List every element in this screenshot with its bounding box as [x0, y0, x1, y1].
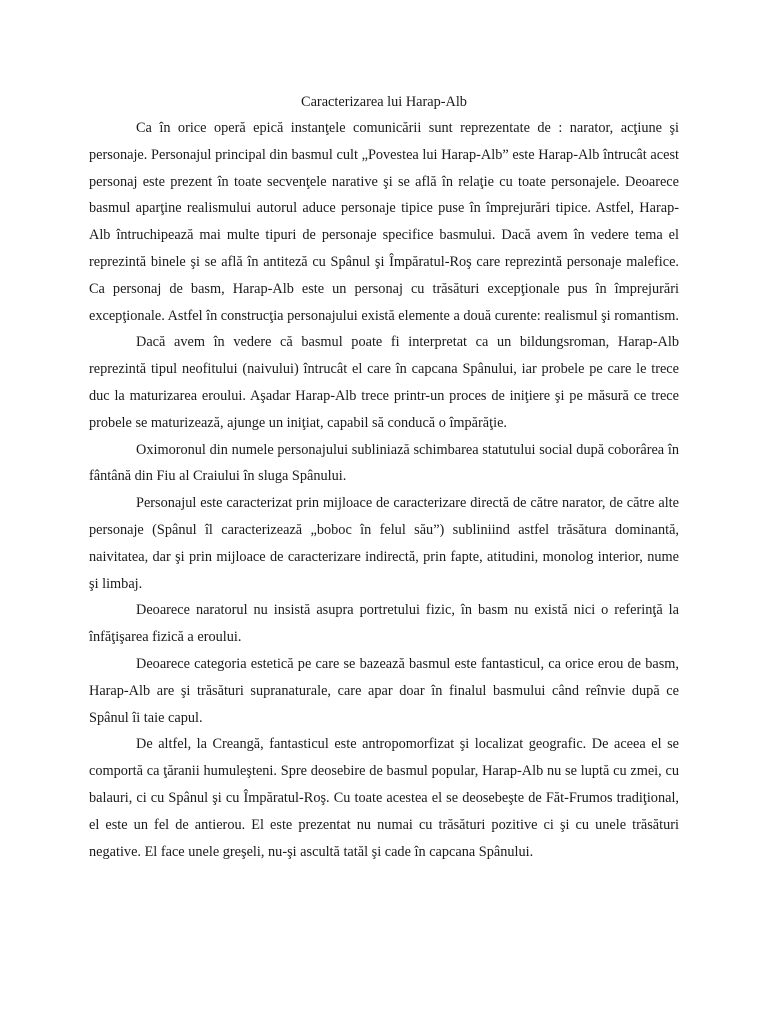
paragraph-intro: Ca în orice operă epică instanţele comunicării sunt reprezentate de : narator, acţiune şi personaje. Personajul principal din basmul cult „Povestea lui Harap-Alb” este Harap-Alb întrucât acest personaj este prezent în toate secvenţele narative şi se află în relaţie cu toate personajele. Deoarece basmul aparţine realismului autorul aduce personaje tipice puse în împrejurări tipice. Astfel, Harap-Alb întruchipează mai multe tipuri de personaje specifice basmului. Dacă avem în vedere tema el reprezintă binele şi se află în antiteză cu Spânul şi Împăratul-Roş care reprezintă personaje malefice. Ca personaj de basm, Harap-Alb este un personaj cu trăsături excepţionale pus în împrejurări excepţionale. Astfel în construcţia personajului există elemente a două curente: realismul şi romantism.: [89, 120, 679, 324]
paragraph-oximoron: Oximoronul din numele personajului subliniază schimbarea statutului social după coborârea în fântână din Fiu al Craiului în sluga Spânului.: [89, 441, 679, 485]
paragraph-portret: Deoarece naratorul nu insistă asupra portretului fizic, în basm nu există nici o referinţă la înfăţişarea fizică a eroului.: [89, 602, 679, 646]
paragraph-creanga: De altfel, la Creangă, fantasticul este antropomorfizat şi localizat geografic. De aceea el se comportă ca ţăranii humuleşteni. Spre deosebire de basmul popular, Harap-Alb nu se luptă cu zmei, cu balauri, ci cu Spânul şi cu Împăratul-Roş. Cu toate acestea el se deosebeşte de Făt-Frumos tradiţional, el este un fel de antierou. El este prezentat nu numai cu trăsături pozitive ci şi cu unele trăsături negative. El face unele greşeli, nu-şi ascultă tatăl şi cade în capcana Spânului.: [89, 736, 679, 860]
paragraph-fantastic: Deoarece categoria estetică pe care se bazează basmul este fantasticul, ca orice erou de basm, Harap-Alb are şi trăsături supranaturale, care apar doar în finalul basmului când reînvie după ce Spânul îi taie capul.: [89, 655, 679, 726]
document-title: Caracterizarea lui Harap-Alb: [301, 94, 467, 110]
document-page: [89, 92, 679, 865]
paragraph-bildungsroman: Dacă avem în vedere că basmul poate fi interpretat ca un bildungsroman, Harap-Alb reprezintă tipul neofitului (naivului) întrucât el care în capcana Spânului, iar probele pe care le trece duc la maturizarea eroului. Aşadar Harap-Alb trece printr-un proces de iniţiere şi pe măsură ce trece probele se maturizează, ajunge un iniţiat, capabil să conducă o împărăţie.: [89, 334, 679, 431]
paragraph-caracterizare: Personajul este caracterizat prin mijloace de caracterizare directă de către narator, de către alte personaje (Spânul îl caracterizează „boboc în felul său”) subliniind astfel trăsătura dominantă, naivitatea, dar şi prin mijloace de caracterizare indirectă, prin fapte, atitudini, monolog interior, nume şi limbaj.: [89, 495, 679, 592]
